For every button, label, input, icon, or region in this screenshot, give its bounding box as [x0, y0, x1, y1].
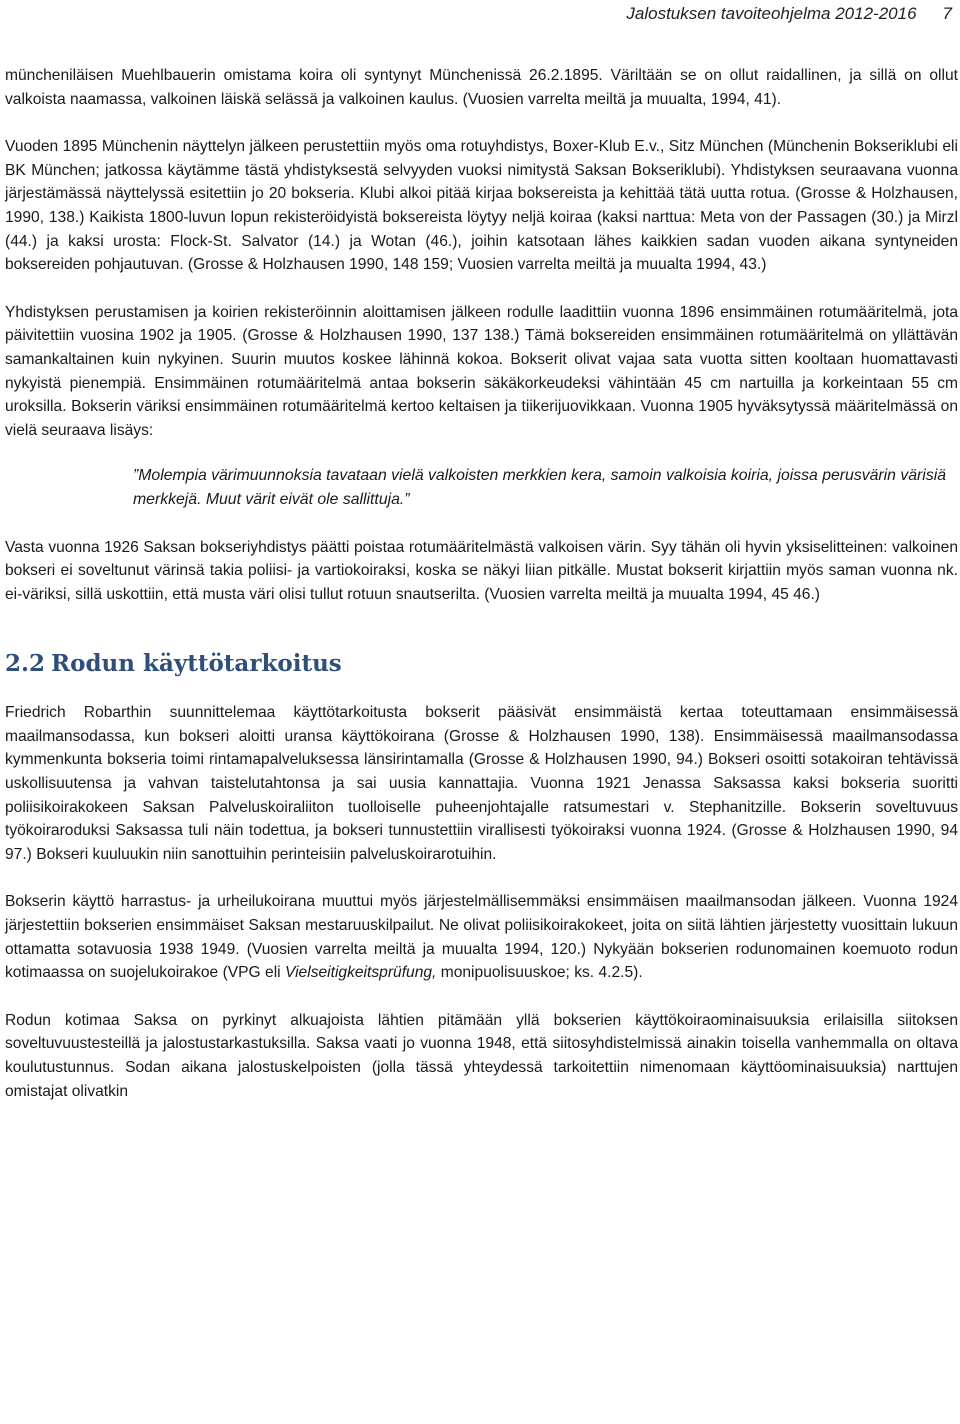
block-quote: ”Molempia värimuunnoksia tavataan vielä valkoisten merkkien kera, samoin valkoisia koiria, joissa perusvärin värisiä merkkejä. Muut värit eivät ole sallittuja.”	[133, 467, 947, 508]
paragraph: Vasta vuonna 1926 Saksan bokseriyhdistys päätti poistaa rotumääritelmästä valkoisen värin. Syy tähän oli hyvin yksiselitteinen: valkoinen bokseri ei soveltunut värinsä takia poliisi- ja vartiokoiraksi, koska se näkyi liian pitkälle. Mustat bokserit kirjattiin myös saman vuonna nk. ei-väriksi, sillä uskottiin, että musta väri olisi tullut rotuun snautserilta. (Vuosien varrelta meiltä ja muualta 1994, 45 46.)	[5, 538, 958, 603]
paragraph: Rodun kotimaa Saksa on pyrkinyt alkuajoista lähtien pitämään yllä bokserien käyttökoiraominaisuuksia erilaisilla siitoksen soveltuvuustesteillä ja jalostustarkastuksilla. Saksa vaati jo vuonna 1948, että siitosyhdistelmissä ainakin toisella vanhemmalla on oltava koulutustunnus. Sodan aikana jalostuskelpoisten (jolla tässä yhteydessä tarkoitettiin nimenomaan käyttöominaisuuksia) narttujen omistajat olivatkin	[5, 1011, 958, 1100]
header-title: Jalostuksen tavoiteohjelma 2012-2016	[626, 4, 917, 23]
document-body	[5, 64, 958, 1103]
page-header	[626, 4, 952, 24]
page-number: 7	[942, 4, 952, 23]
paragraph: Yhdistyksen perustamisen ja koirien rekisteröinnin aloittamisen jälkeen rodulle laadittiin vuonna 1896 ensimmäinen rotumääritelmä, jota päivitettiin vuosina 1902 ja 1905. (Grosse & Holzhausen 1990, 137 138.) Tämä boksereiden ensimmäinen rotumääritelmä on yllättävän samankaltainen kuin nykyinen. Suurin muutos koskee lähinnä kokoa. Bokserit olivat vajaa sata vuotta sitten kooltaan huomattavasti nykyistä pienempiä. Ensimmäinen rotumääritelmä antaa bokserin säkäkorkeudeksi vähintään 45 cm nartuilla ja korkeintaan 55 cm uroksilla. Bokserin väriksi ensimmäinen rotumääritelmä kertoo keltaisen ja tiikerijuovikkaan. Vuonna 1905 hyväksytyssä määritelmässä on vielä seuraava lisäys:	[5, 303, 958, 439]
paragraph-text: monipuolisuuskoe; ks. 4.2.5).	[436, 964, 643, 982]
paragraph-text: Bokserin käyttö harrastus- ja urheilukoirana muuttui myös järjestelmällisemmäksi ensimmäisen maailmansodan jälkeen. Vuonna 1924 järjestettiin bokserien ensimmäiset Saksan mestaruuskilpailut. Ne olivat poliisikoirakokeet, joita on siitä lähtien järjestetty vuosittain lukuun ottamatta sotavuosia 1938 1949. (Vuosien varrelta meiltä ja muualta 1994, 120.) Nykyään bokserien rodunomainen koemuoto rodun kotimaassa on suojelukoirakoe (VPG eli	[5, 893, 958, 982]
paragraph	[5, 890, 958, 984]
section-heading	[5, 650, 958, 677]
paragraph: Friedrich Robarthin suunnittelemaa käyttötarkoitusta bokserit pääsivät ensimmäistä kertaa toteuttamaan ensimmäisessä maailmansodassa, kun bokseri aloitti uransa käyttökoirana (Grosse & Holzhausen 1990, 138). Ensimmäisessä maailmansodassa kymmenkunta bokseria toimi rintamapalveluksessa länsirintamalla (Grosse & Holzhausen 1990, 94.) Bokseri osoitti sotakoiran tehtävissä uskollisuutensa ja vahvan taistelutahtonsa ja sai uusia kannattajia. Vuonna 1921 Jenassa Saksassa kaksi bokseria suoritti poliisikoirakokeen Saksan Palveluskoiraliiton tuolloiselle puheenjohtajalle ratsumestari v. Stephanitzille. Bokserin soveltuvuus työkoiraroduksi Saksassa tuli näin todettua, ja bokseri tunnustettiin virallisesti työkoiraksi vuonna 1924. (Grosse & Holzhausen 1990, 94 97.) Bokseri kuuluukin niin sanottuihin perinteisiin palveluskoirarotuihin.	[5, 704, 958, 863]
italic-term: Vielseitigkeitsprüfung,	[284, 964, 437, 982]
paragraph: Vuoden 1895 Münchenin näyttelyn jälkeen perustettiin myös oma rotuyhdistys, Boxer-Klub E.v., Sitz München (Münchenin Bokseriklubi eli BK München; jatkossa käytämme tästä yhdistyksestä selvyyden vuoksi nimitystä Saksan Bokseriklubi). Yhdistyksen seuraavana vuonna järjestämässä näyttelyssä esitettiin jo 20 bokseria. Klubi alkoi pitää kirjaa boksereista ja kehittää tätä uutta rotua. (Grosse & Holzhausen, 1990, 138.) Kaikista 1800-luvun lopun rekisteröidyistä boksereista löytyy neljä koiraa (kaksi narttua: Meta von der Passagen (30.) ja Mirzl (44.) ja kaksi urosta: Flock-St. Salvator (14.) ja Wotan (46.), joihin katsotaan lähes kaikkien sadan vuoden aikana syntyneiden boksereiden pohjautuvan. (Grosse & Holzhausen 1990, 148 159; Vuosien varrelta meiltä ja muualta 1994, 43.)	[5, 138, 958, 274]
paragraph: müncheniläisen Muehlbauerin omistama koira oli syntynyt Münchenissä 26.2.1895. Väriltään se on ollut raidallinen, ja sillä on ollut valkoista naamassa, valkoinen läiskä selässä ja valkoinen kaulus. (Vuosien varrelta meiltä ja muualta, 1994, 41).	[5, 67, 958, 108]
section-title: Rodun käyttötarkoitus	[51, 650, 342, 678]
section-number: 2.2	[5, 650, 46, 678]
